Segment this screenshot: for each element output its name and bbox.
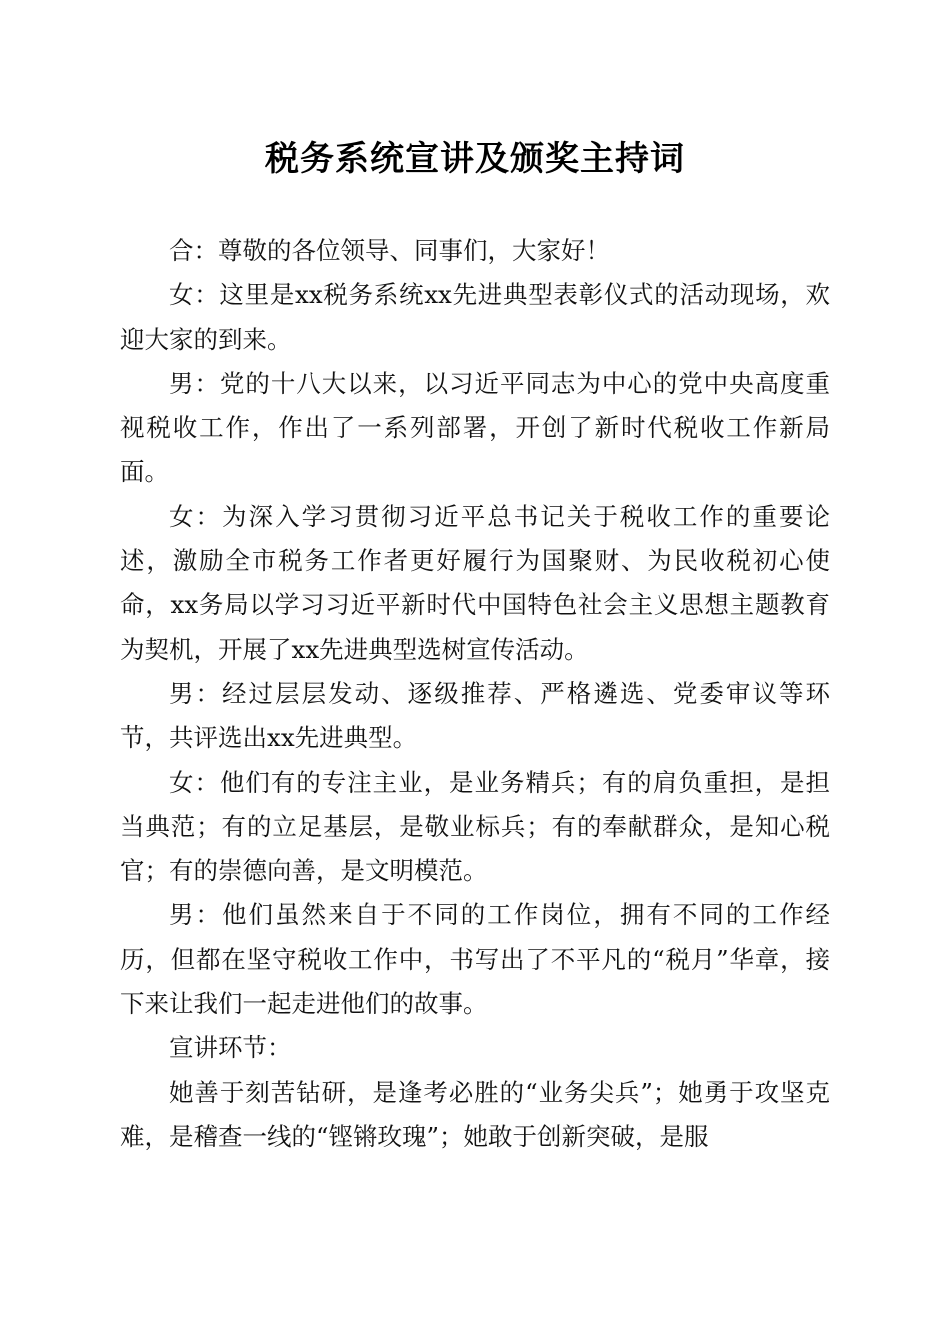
- document-body: [120, 229, 830, 1159]
- paragraph: 男：他们虽然来自于不同的工作岗位，拥有不同的工作经历，但都在坚守税收工作中，书写出了不平凡的“税月”华章，接下来让我们一起走进他们的故事。: [120, 900, 830, 1019]
- paragraph: 合：尊敬的各位领导、同事们，大家好！: [169, 236, 610, 265]
- paragraph: 女：这里是xx税务系统xx先进典型表彰仪式的活动现场，欢迎大家的到来。: [120, 280, 830, 354]
- paragraph: 她善于刻苦钻研，是逢考必胜的“业务尖兵”；她勇于攻坚克难，是稽查一线的“铿锵玫瑰”；她敢于创新突破，是服: [120, 1077, 830, 1151]
- paragraph: 宣讲环节：: [169, 1033, 292, 1063]
- paragraph: 女：他们有的专注主业，是业务精兵；有的肩负重担，是担当典范；有的立足基层，是敬业标兵；有的奉献群众，是知心税官；有的崇德向善，是文明模范。: [120, 767, 830, 886]
- document-title: 税务系统宣讲及颁奖主持词: [265, 139, 685, 179]
- paragraph: 男：党的十八大以来，以习近平同志为中心的党中央高度重视税收工作，作出了一系列部署，开创了新时代税收工作新局面。: [120, 368, 830, 487]
- paragraph: 男：经过层层发动、逐级推荐、严格遴选、党委审议等环节，共评选出xx先进典型。: [120, 678, 830, 753]
- paragraph: 女：为深入学习贯彻习近平总书记关于税收工作的重要论述，激励全市税务工作者更好履行为国聚财、为民收税初心使命，xx务局以学习习近平新时代中国特色社会主义思想主题教育为契机，开展了xx先进典型选树宣传活动。: [120, 501, 830, 664]
